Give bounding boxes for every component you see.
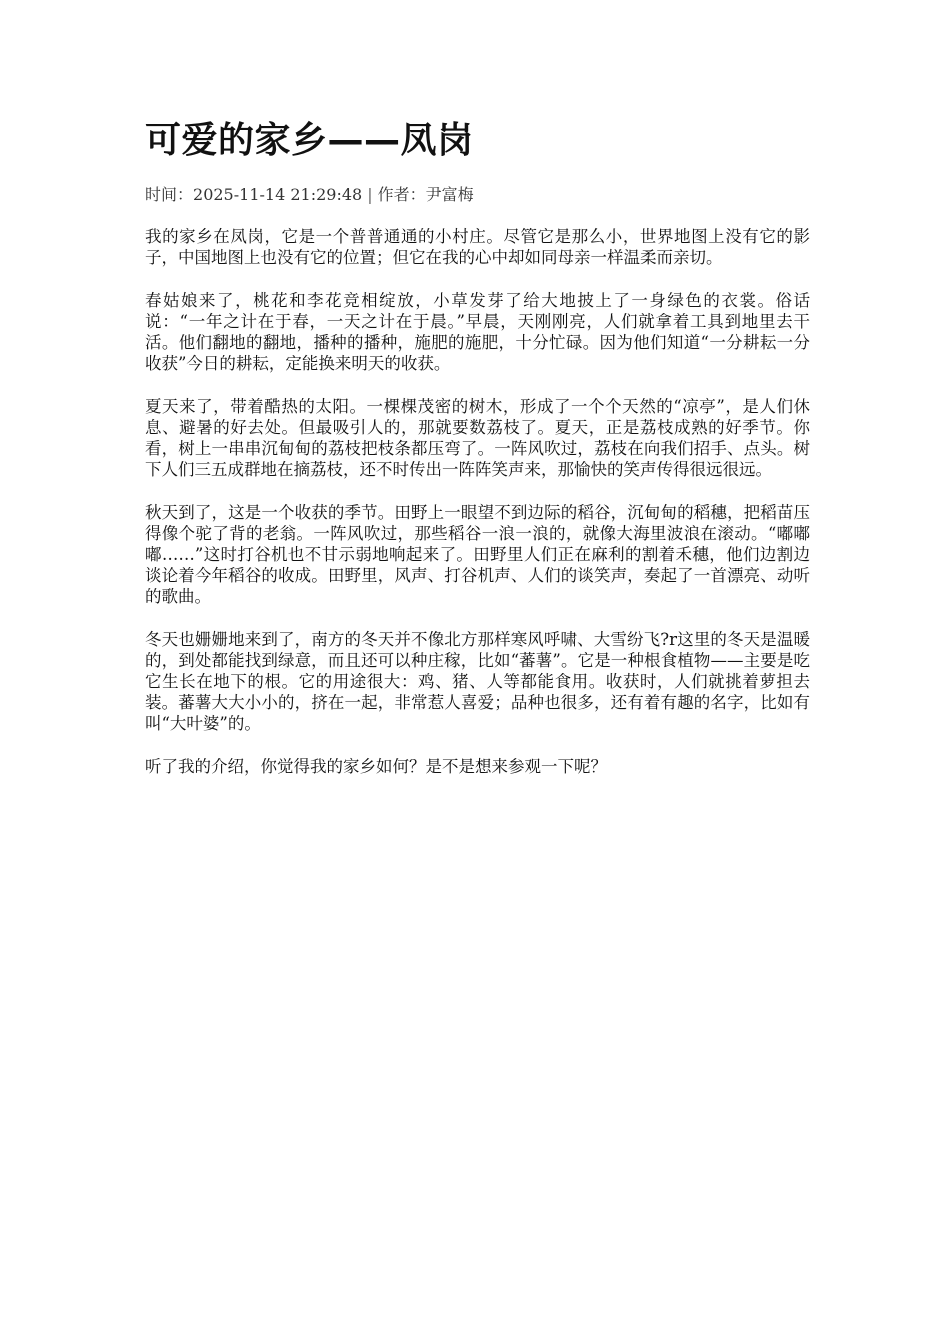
- paragraph: 我的家乡在凤岗，它是一个普普通通的小村庄。尽管它是那么小，世界地图上没有它的影子，中国地图上也没有它的位置；但它在我的心中却如同母亲一样温柔而亲切。: [145, 227, 810, 267]
- time-label: 时间：: [145, 185, 194, 204]
- paragraph: 秋天到了，这是一个收获的季节。田野上一眼望不到边际的稻谷，沉甸甸的稻穗，把稻苗压得像个驼了背的老翁。一阵风吹过，那些稻谷一浪一浪的，就像大海里波浪在滚动。“嘟嘟嘟……”这时打谷机也不甘示弱地响起来了。田野里人们正在麻利的割着禾穗，他们边割边谈论着今年稻谷的收成。田野里，风声、打谷机声、人们的谈笑声，奏起了一首漂亮、动听的歌曲。: [145, 503, 810, 606]
- meta-separator: |: [367, 185, 373, 204]
- article-body: [145, 226, 810, 777]
- paragraph: 听了我的介绍，你觉得我的家乡如何？是不是想来参观一下呢？: [145, 757, 607, 776]
- article: [145, 118, 810, 799]
- publish-time: 2025-11-14 21:29:48: [193, 185, 363, 204]
- article-meta: [145, 184, 810, 206]
- paragraph: 夏天来了，带着酷热的太阳。一棵棵茂密的树木，形成了一个个天然的“凉亭”，是人们休息、避暑的好去处。但最吸引人的，那就要数荔枝了。夏天，正是荔枝成熟的好季节。你看，树上一串串沉甸甸的荔枝把枝条都压弯了。一阵风吹过，荔枝在向我们招手、点头。树下人们三五成群地在摘荔枝，还不时传出一阵阵笑声来，那愉快的笑声传得很远很远。: [145, 397, 810, 479]
- author-name: 尹富梅: [425, 185, 474, 204]
- paragraph: 冬天也姗姗地来到了，南方的冬天并不像北方那样寒风呼啸、大雪纷飞?r这里的冬天是温暖的，到处都能找到绿意，而且还可以种庄稼，比如“蕃薯”。它是一种根食植物——主要是吃它生长在地下的根。它的用途很大：鸡、猪、人等都能食用。收获时，人们就挑着萝担去装。蕃薯大大小小的，挤在一起，非常惹人喜爱；品种也很多，还有着有趣的名字，比如有叫“大叶婆”的。: [145, 630, 810, 733]
- article-title: 可爱的家乡——凤岗: [145, 120, 474, 161]
- author-label: 作者：: [377, 185, 426, 204]
- paragraph: 春姑娘来了，桃花和李花竞相绽放，小草发芽了给大地披上了一身绿色的衣裳。俗话说：“一年之计在于春，一天之计在于晨。”早晨，天刚刚亮，人们就拿着工具到地里去干活。他们翻地的翻地，播种的播种，施肥的施肥，十分忙碌。因为他们知道“一分耕耘一分收获”今日的耕耘，定能换来明天的收获。: [145, 291, 810, 373]
